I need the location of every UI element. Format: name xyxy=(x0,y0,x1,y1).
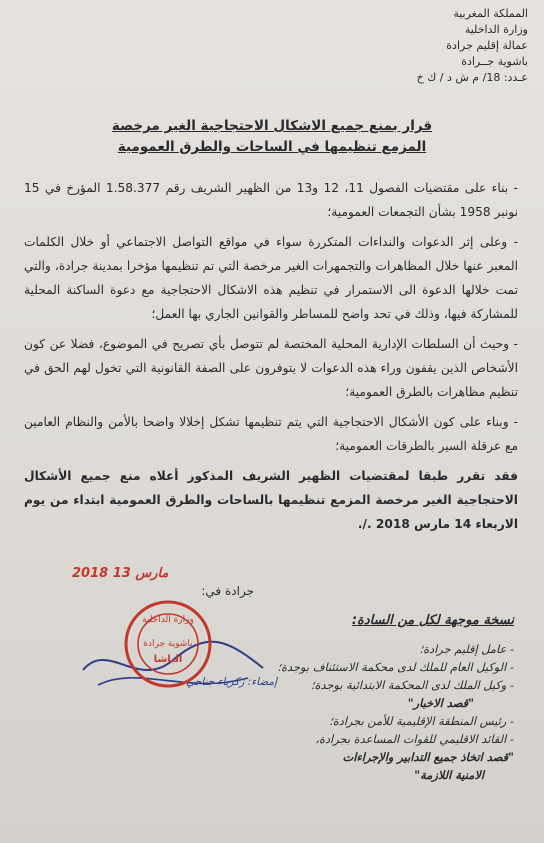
title-line-2: المزمع تنظيمها في الساحات والطرق العمومية xyxy=(117,139,427,155)
letterhead xyxy=(328,6,528,86)
distribution-title: نسخة موجهة لكل من السادة: xyxy=(351,613,514,628)
paragraph-decision: فقد تقرر طبقا لمقتضيات الظهير الشريف المذكور أعلاه منع جميع الأشكال الاحتجاجية الغير مرخصة المزمع تنظيمها بالساحات والطرق العمومية ابتداء من يوم الاربعاء 14 مارس 2018 ./. xyxy=(24,469,518,531)
distribution-note: الامنية اللازمة" xyxy=(414,768,484,782)
header-reference: عـدد: 18/ م ش د / ك خ xyxy=(416,71,528,84)
distribution-note: "قصد الاخبار" xyxy=(407,696,474,710)
decision-title xyxy=(40,116,504,158)
paragraph-legal-basis: - بناء على مقتضيات الفصول 11، 12 و13 من الظهير الشريف رقم 1.58.377 المؤرخ في 15 نونبر 1958 بشأن التجمعات العمومية؛ xyxy=(24,181,518,219)
date-value: 2018 مارس 13 xyxy=(72,566,169,581)
header-pashalik: باشوية جــرادة xyxy=(461,55,528,68)
distribution-item: - عامل إقليم جرادة؛ xyxy=(419,642,514,656)
decision-body xyxy=(24,176,518,536)
paragraph-no-declaration: - وحيث أن السلطات الإدارية المحلية المختصة لم تتوصل بأي تصريح في الموضوع، فضلا عن كون الأشخاص الذين يقفون وراء هذه الدعوات لا يتوفرون على الصفة القانونية التي تخول لهم الحق في تنظيم مظاهرات بالطرق العمومية؛ xyxy=(24,337,518,399)
signatory-name: إمضاء: زكرياء جناحي xyxy=(186,676,278,688)
distribution-item: - رئيس المنطقة الإقليمية للأمن بجرادة؛ xyxy=(329,714,514,728)
stamp-text-mid: باشوية جرادة xyxy=(143,639,193,649)
distribution-item: - الوكيل العام للملك لدى محكمة الاستئناف بوجدة؛ xyxy=(277,660,514,674)
title-line-1: قرار بمنع جميع الاشكال الاحتجاجية الغير مرخصة xyxy=(111,118,433,134)
handwritten-date xyxy=(72,566,168,581)
distribution-list xyxy=(277,640,514,784)
distribution-item: - وكيل الملك لدى المحكمة الابتدائية بوجدة؛ xyxy=(310,678,514,692)
stamp-text-bottom: الباشا xyxy=(153,654,183,665)
paragraph-calls: - وعلى إثر الدعوات والنداءات المتكررة سواء في مواقع التواصل الاجتماعي أو خلال الكلمات المعبر عنها خلال المظاهرات والتجمهرات الغير مرخصة التي تم تنظيمها مؤخرا بمدينة جرادة، والتي تمت خلالها الدعوة الى الاستمرار في تنظيم هذه الاشكال الاحتجاجية مع دعوة الساكنة المحلية للمشاركة فيها، وذلك في تحد واضح للمساطر والقوانين الجاري بها العمل؛ xyxy=(24,235,518,321)
header-kingdom: المملكة المغربية xyxy=(453,7,528,20)
paragraph-public-order: - وبناء على كون الأشكال الاحتجاجية التي يتم تنظيمها تشكل إخلالا واضحا بالأمن والنظام العامين مع عرقلة السير بالطرقات العمومية؛ xyxy=(24,415,518,453)
header-ministry: وزارة الداخلية xyxy=(464,23,528,36)
date-label: جرادة في: xyxy=(201,584,254,598)
header-prefecture: عمالة إقليم جرادة xyxy=(446,39,528,52)
distribution-item: - القائد الاقليمي للقوات المساعدة بجرادة، xyxy=(315,732,514,746)
distribution-note: "قصد اتخاذ جميع التدابير والإجراءات xyxy=(342,750,514,764)
stamp-text-top: وزارة الداخلية xyxy=(142,615,194,625)
